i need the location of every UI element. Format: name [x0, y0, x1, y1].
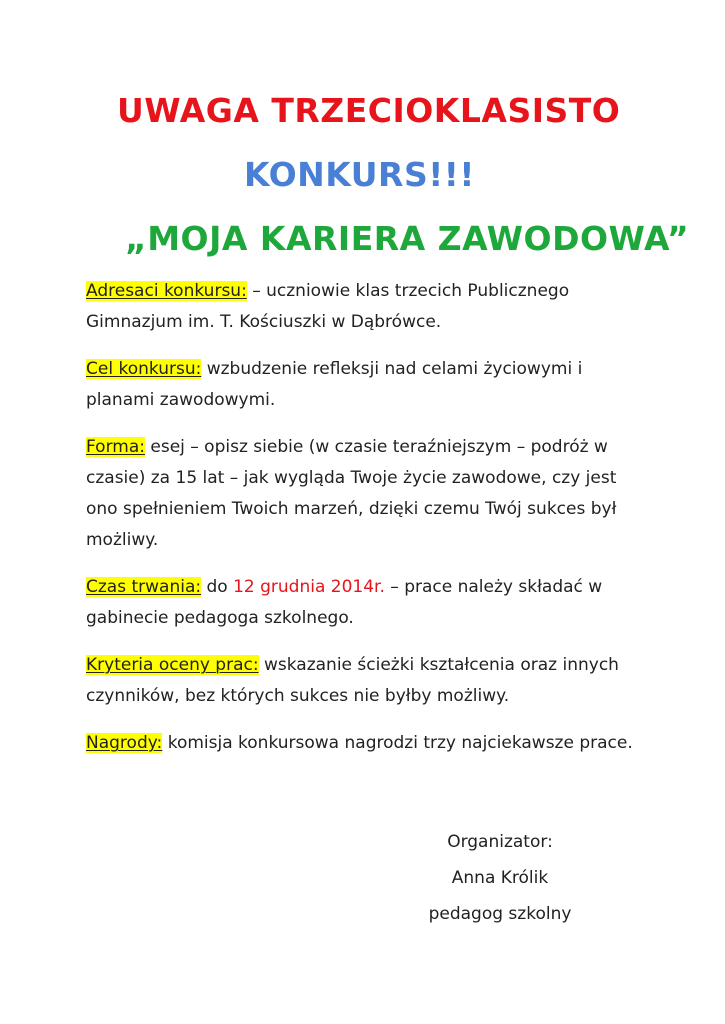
section-forma [86, 432, 646, 556]
section-label-forma: Forma: [86, 437, 145, 457]
signature-role: Organizator: [447, 832, 553, 852]
heading-contest-title: „MOJA KARIERA ZAWODOWA” [125, 219, 690, 258]
section-text-forma: esej – opisz siebie (w czasie teraźniejszym – podróż w czasie) za 15 lat – jak wygląda Twoje życie zawodowe, czy jest ono spełnieniem Twoich marzeń, dzięki czemu Twój sukces był możliwy. [86, 437, 617, 550]
section-label-cel: Cel konkursu: [86, 359, 202, 379]
deadline-date: 12 grudnia 2014r. [233, 577, 385, 597]
section-nagrody [86, 728, 646, 759]
section-label-czas: Czas trwania: [86, 577, 202, 597]
signature-title: pedagog szkolny [428, 904, 572, 924]
signature-block [400, 824, 600, 932]
contest-details [86, 276, 646, 775]
section-text-czas-before: do [201, 577, 234, 597]
section-text-kryteria: wskazanie ścieżki kształcenia oraz innych czynników, bez których sukces nie byłby możliwy. [86, 655, 619, 706]
section-adresaci [86, 276, 646, 338]
section-label-adresaci: Adresaci konkursu: [86, 281, 247, 301]
section-text-czas-after: – prace należy składać w gabinecie pedagoga szkolnego. [86, 577, 603, 628]
section-text-nagrody: komisja konkursowa nagrodzi trzy najciekawsze prace. [162, 733, 633, 753]
heading-konkurs: KONKURS!!! [244, 155, 475, 194]
section-text-cel: wzbudzenie refleksji nad celami życiowymi i planami zawodowymi. [86, 359, 583, 410]
section-label-nagrody: Nagrody: [86, 733, 163, 753]
section-kryteria [86, 650, 646, 712]
section-label-kryteria: Kryteria oceny prac: [86, 655, 259, 675]
section-czas [86, 572, 646, 634]
signature-name: Anna Królik [451, 868, 549, 888]
section-cel [86, 354, 646, 416]
heading-uwaga: UWAGA TRZECIOKLASISTO [117, 91, 621, 130]
section-text-adresaci: – uczniowie klas trzecich Publicznego Gimnazjum im. T. Kościuszki w Dąbrówce. [86, 281, 570, 332]
